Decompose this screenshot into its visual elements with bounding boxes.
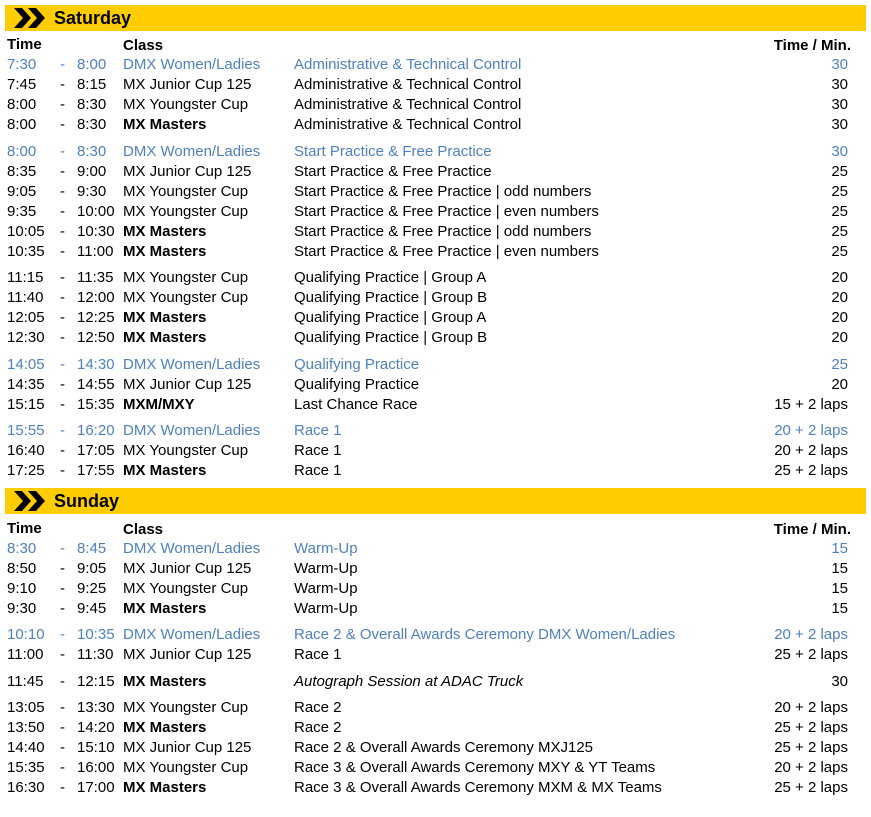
session-name: Warm-Up [294,600,358,617]
time-separator: - [60,96,65,113]
duration-header: Time / Min. [773,37,851,54]
time-separator: - [60,56,65,73]
schedule-row [0,308,871,328]
schedule-row [0,645,871,665]
schedule-row [0,355,871,375]
end-time: 14:55 [77,376,115,393]
start-time: 16:30 [7,779,45,796]
end-time: 10:30 [77,223,115,240]
start-time: 15:15 [7,396,45,413]
class-name: MX Junior Cup 125 [123,646,252,663]
time-separator: - [60,289,65,306]
start-time: 7:45 [7,76,37,93]
class-name: MX Youngster Cup [123,442,249,459]
start-time: 13:05 [7,699,45,716]
time-separator: - [60,560,65,577]
duration: 20 [831,289,848,306]
duration: 20 + 2 laps [774,759,848,776]
time-separator: - [60,779,65,796]
session-name: Qualifying Practice | Group B [294,329,488,346]
schedule-row [0,222,871,242]
schedule-row [0,288,871,308]
start-time: 11:00 [7,646,44,663]
end-time: 11:30 [77,646,114,663]
time-separator: - [60,396,65,413]
end-time: 12:00 [77,289,115,306]
duration: 25 + 2 laps [774,779,848,796]
schedule-row [0,778,871,798]
duration: 20 [831,376,848,393]
end-time: 15:10 [77,739,115,756]
schedule-row [0,441,871,461]
time-separator: - [60,203,65,220]
end-time: 9:45 [77,600,107,617]
end-time: 10:35 [77,626,115,643]
schedule-row [0,55,871,75]
time-separator: - [60,356,65,373]
session-name: Administrative & Technical Control [294,56,522,73]
end-time: 12:15 [77,673,115,690]
class-name: MX Masters [123,673,207,690]
session-name: Start Practice & Free Practice | even numbers [294,203,599,220]
double-chevron-right-icon [14,491,48,511]
end-time: 8:30 [77,116,107,133]
start-time: 11:15 [7,269,44,286]
end-time: 9:05 [77,560,107,577]
start-time: 8:35 [7,163,37,180]
schedule-row [0,698,871,718]
session-name: Race 2 & Overall Awards Ceremony DMX Women/Ladies [294,626,676,643]
class-name: MXM/MXY [123,396,195,413]
session-name: Warm-Up [294,580,358,597]
class-name: MX Masters [123,223,207,240]
start-time: 11:40 [7,289,44,306]
session-name: Warm-Up [294,540,358,557]
time-header: Time [7,36,42,53]
duration: 15 + 2 laps [774,396,848,413]
schedule-row [0,758,871,778]
start-time: 17:25 [7,462,45,479]
end-time: 16:20 [77,422,115,439]
time-separator: - [60,116,65,133]
class-name: MX Masters [123,243,207,260]
duration: 20 [831,309,848,326]
start-time: 7:30 [7,56,37,73]
session-name: Race 3 & Overall Awards Ceremony MXM & MX Teams [294,779,662,796]
duration: 25 + 2 laps [774,739,848,756]
session-name: Race 2 [294,719,342,736]
session-name: Qualifying Practice [294,356,420,373]
time-header-sunday: Time [7,520,42,537]
duration: 20 + 2 laps [774,626,848,643]
end-time: 14:30 [77,356,115,373]
session-name: Qualifying Practice | Group B [294,289,488,306]
saturday-banner [5,5,866,31]
start-time: 15:55 [7,422,45,439]
time-separator: - [60,143,65,160]
time-separator: - [60,376,65,393]
schedule-row [0,95,871,115]
time-separator: - [60,600,65,617]
session-name: Start Practice & Free Practice | odd numbers [294,183,592,200]
class-name: MX Junior Cup 125 [123,76,252,93]
time-separator: - [60,243,65,260]
class-name: MX Masters [123,719,207,736]
session-name: Start Practice & Free Practice [294,163,492,180]
duration: 25 [831,243,848,260]
schedule-row [0,75,871,95]
time-separator: - [60,626,65,643]
session-name: Start Practice & Free Practice | odd numbers [294,223,592,240]
time-separator: - [60,223,65,240]
start-time: 11:45 [7,673,44,690]
session-name: Autograph Session at ADAC Truck [294,673,524,690]
class-name: DMX Women/Ladies [123,626,261,643]
session-name: Administrative & Technical Control [294,116,522,133]
duration: 30 [831,673,848,690]
class-name: DMX Women/Ladies [123,540,261,557]
start-time: 15:35 [7,759,45,776]
start-time: 9:35 [7,203,37,220]
schedule-row [0,142,871,162]
start-time: 8:50 [7,560,37,577]
schedule-row [0,162,871,182]
class-name: MX Masters [123,462,207,479]
end-time: 12:25 [77,309,115,326]
start-time: 8:00 [7,96,37,113]
end-time: 8:30 [77,143,107,160]
start-time: 14:05 [7,356,45,373]
end-time: 10:00 [77,203,115,220]
time-separator: - [60,580,65,597]
duration: 15 [831,600,848,617]
class-name: MX Masters [123,779,207,796]
start-time: 8:00 [7,116,37,133]
duration: 25 [831,203,848,220]
duration: 20 [831,269,848,286]
time-separator: - [60,442,65,459]
class-name: MX Junior Cup 125 [123,560,252,577]
start-time: 9:10 [7,580,37,597]
duration: 25 [831,356,848,373]
class-name: MX Masters [123,309,207,326]
duration: 20 + 2 laps [774,442,848,459]
schedule-row [0,539,871,559]
end-time: 14:20 [77,719,115,736]
time-separator: - [60,76,65,93]
start-time: 10:05 [7,223,45,240]
session-name: Last Chance Race [294,396,418,413]
duration-header-sunday: Time / Min. [773,521,851,538]
duration: 25 + 2 laps [774,462,848,479]
session-name: Race 1 [294,442,342,459]
class-name: MX Youngster Cup [123,96,249,113]
start-time: 16:40 [7,442,45,459]
start-time: 8:30 [7,540,37,557]
time-separator: - [60,540,65,557]
class-name: MX Masters [123,600,207,617]
duration: 15 [831,580,848,597]
session-name: Warm-Up [294,560,358,577]
start-time: 12:30 [7,329,45,346]
time-separator: - [60,673,65,690]
class-name: DMX Women/Ladies [123,356,261,373]
start-time: 9:05 [7,183,37,200]
session-name: Race 1 [294,646,342,663]
schedule-row [0,115,871,135]
schedule-row [0,599,871,619]
schedule-row [0,625,871,645]
duration: 25 [831,223,848,240]
end-time: 13:30 [77,699,115,716]
schedule-row [0,328,871,348]
session-name: Start Practice & Free Practice [294,143,492,160]
schedule-row [0,242,871,262]
start-time: 10:10 [7,626,45,643]
start-time: 12:05 [7,309,45,326]
end-time: 17:00 [77,779,115,796]
end-time: 8:45 [77,540,107,557]
time-separator: - [60,699,65,716]
class-name: MX Junior Cup 125 [123,163,252,180]
class-name: MX Youngster Cup [123,759,249,776]
time-separator: - [60,759,65,776]
schedule-row [0,202,871,222]
duration: 30 [831,76,848,93]
session-name: Race 3 & Overall Awards Ceremony MXY & YT Teams [294,759,656,776]
duration: 20 [831,329,848,346]
time-separator: - [60,719,65,736]
end-time: 15:35 [77,396,115,413]
start-time: 14:40 [7,739,45,756]
end-time: 17:05 [77,442,115,459]
start-time: 8:00 [7,143,37,160]
schedule-row [0,182,871,202]
class-name: MX Junior Cup 125 [123,739,252,756]
session-name: Race 2 [294,699,342,716]
duration: 25 [831,163,848,180]
schedule-row [0,395,871,415]
start-time: 10:35 [7,243,45,260]
schedule-row [0,375,871,395]
class-name: MX Youngster Cup [123,203,249,220]
class-name: DMX Women/Ladies [123,143,261,160]
start-time: 13:50 [7,719,45,736]
time-separator: - [60,183,65,200]
time-separator: - [60,329,65,346]
time-separator: - [60,269,65,286]
session-name: Qualifying Practice [294,376,420,393]
sunday-title: Sunday [54,491,120,511]
end-time: 11:00 [77,243,114,260]
class-name: MX Youngster Cup [123,269,249,286]
end-time: 16:00 [77,759,115,776]
session-name: Qualifying Practice | Group A [294,309,487,326]
end-time: 8:15 [77,76,107,93]
duration: 20 + 2 laps [774,699,848,716]
schedule-row [0,559,871,579]
duration: 20 + 2 laps [774,422,848,439]
session-name: Administrative & Technical Control [294,76,522,93]
schedule-row [0,718,871,738]
session-name: Race 2 & Overall Awards Ceremony MXJ125 [294,739,594,756]
end-time: 9:00 [77,163,107,180]
session-name: Race 1 [294,422,342,439]
class-name: MX Masters [123,116,207,133]
start-time: 9:30 [7,600,37,617]
class-name: MX Youngster Cup [123,580,249,597]
schedule-row [0,268,871,288]
end-time: 8:00 [77,56,107,73]
duration: 30 [831,116,848,133]
end-time: 8:30 [77,96,107,113]
schedule-row [0,461,871,481]
class-name: MX Youngster Cup [123,183,249,200]
schedule-row [0,738,871,758]
duration: 30 [831,143,848,160]
session-name: Race 1 [294,462,342,479]
saturday-title: Saturday [54,8,132,28]
start-time: 14:35 [7,376,45,393]
class-name: MX Junior Cup 125 [123,376,252,393]
class-name: DMX Women/Ladies [123,422,261,439]
double-chevron-right-icon [14,8,48,28]
end-time: 9:25 [77,580,107,597]
class-header: Class [123,37,164,54]
duration: 30 [831,56,848,73]
class-header-sunday: Class [123,521,164,538]
sunday-banner [5,488,866,514]
duration: 15 [831,560,848,577]
end-time: 11:35 [77,269,114,286]
duration: 25 + 2 laps [774,646,848,663]
time-separator: - [60,163,65,180]
time-separator: - [60,422,65,439]
duration: 25 + 2 laps [774,719,848,736]
schedule-row [0,672,871,692]
session-name: Start Practice & Free Practice | even numbers [294,243,599,260]
end-time: 9:30 [77,183,107,200]
class-name: MX Youngster Cup [123,289,249,306]
schedule-row [0,421,871,441]
time-separator: - [60,646,65,663]
schedule-row [0,579,871,599]
end-time: 17:55 [77,462,115,479]
time-separator: - [60,739,65,756]
time-separator: - [60,462,65,479]
duration: 30 [831,96,848,113]
class-name: MX Masters [123,329,207,346]
class-name: DMX Women/Ladies [123,56,261,73]
end-time: 12:50 [77,329,115,346]
class-name: MX Youngster Cup [123,699,249,716]
duration: 15 [831,540,848,557]
duration: 25 [831,183,848,200]
session-name: Qualifying Practice | Group A [294,269,487,286]
time-separator: - [60,309,65,326]
session-name: Administrative & Technical Control [294,96,522,113]
